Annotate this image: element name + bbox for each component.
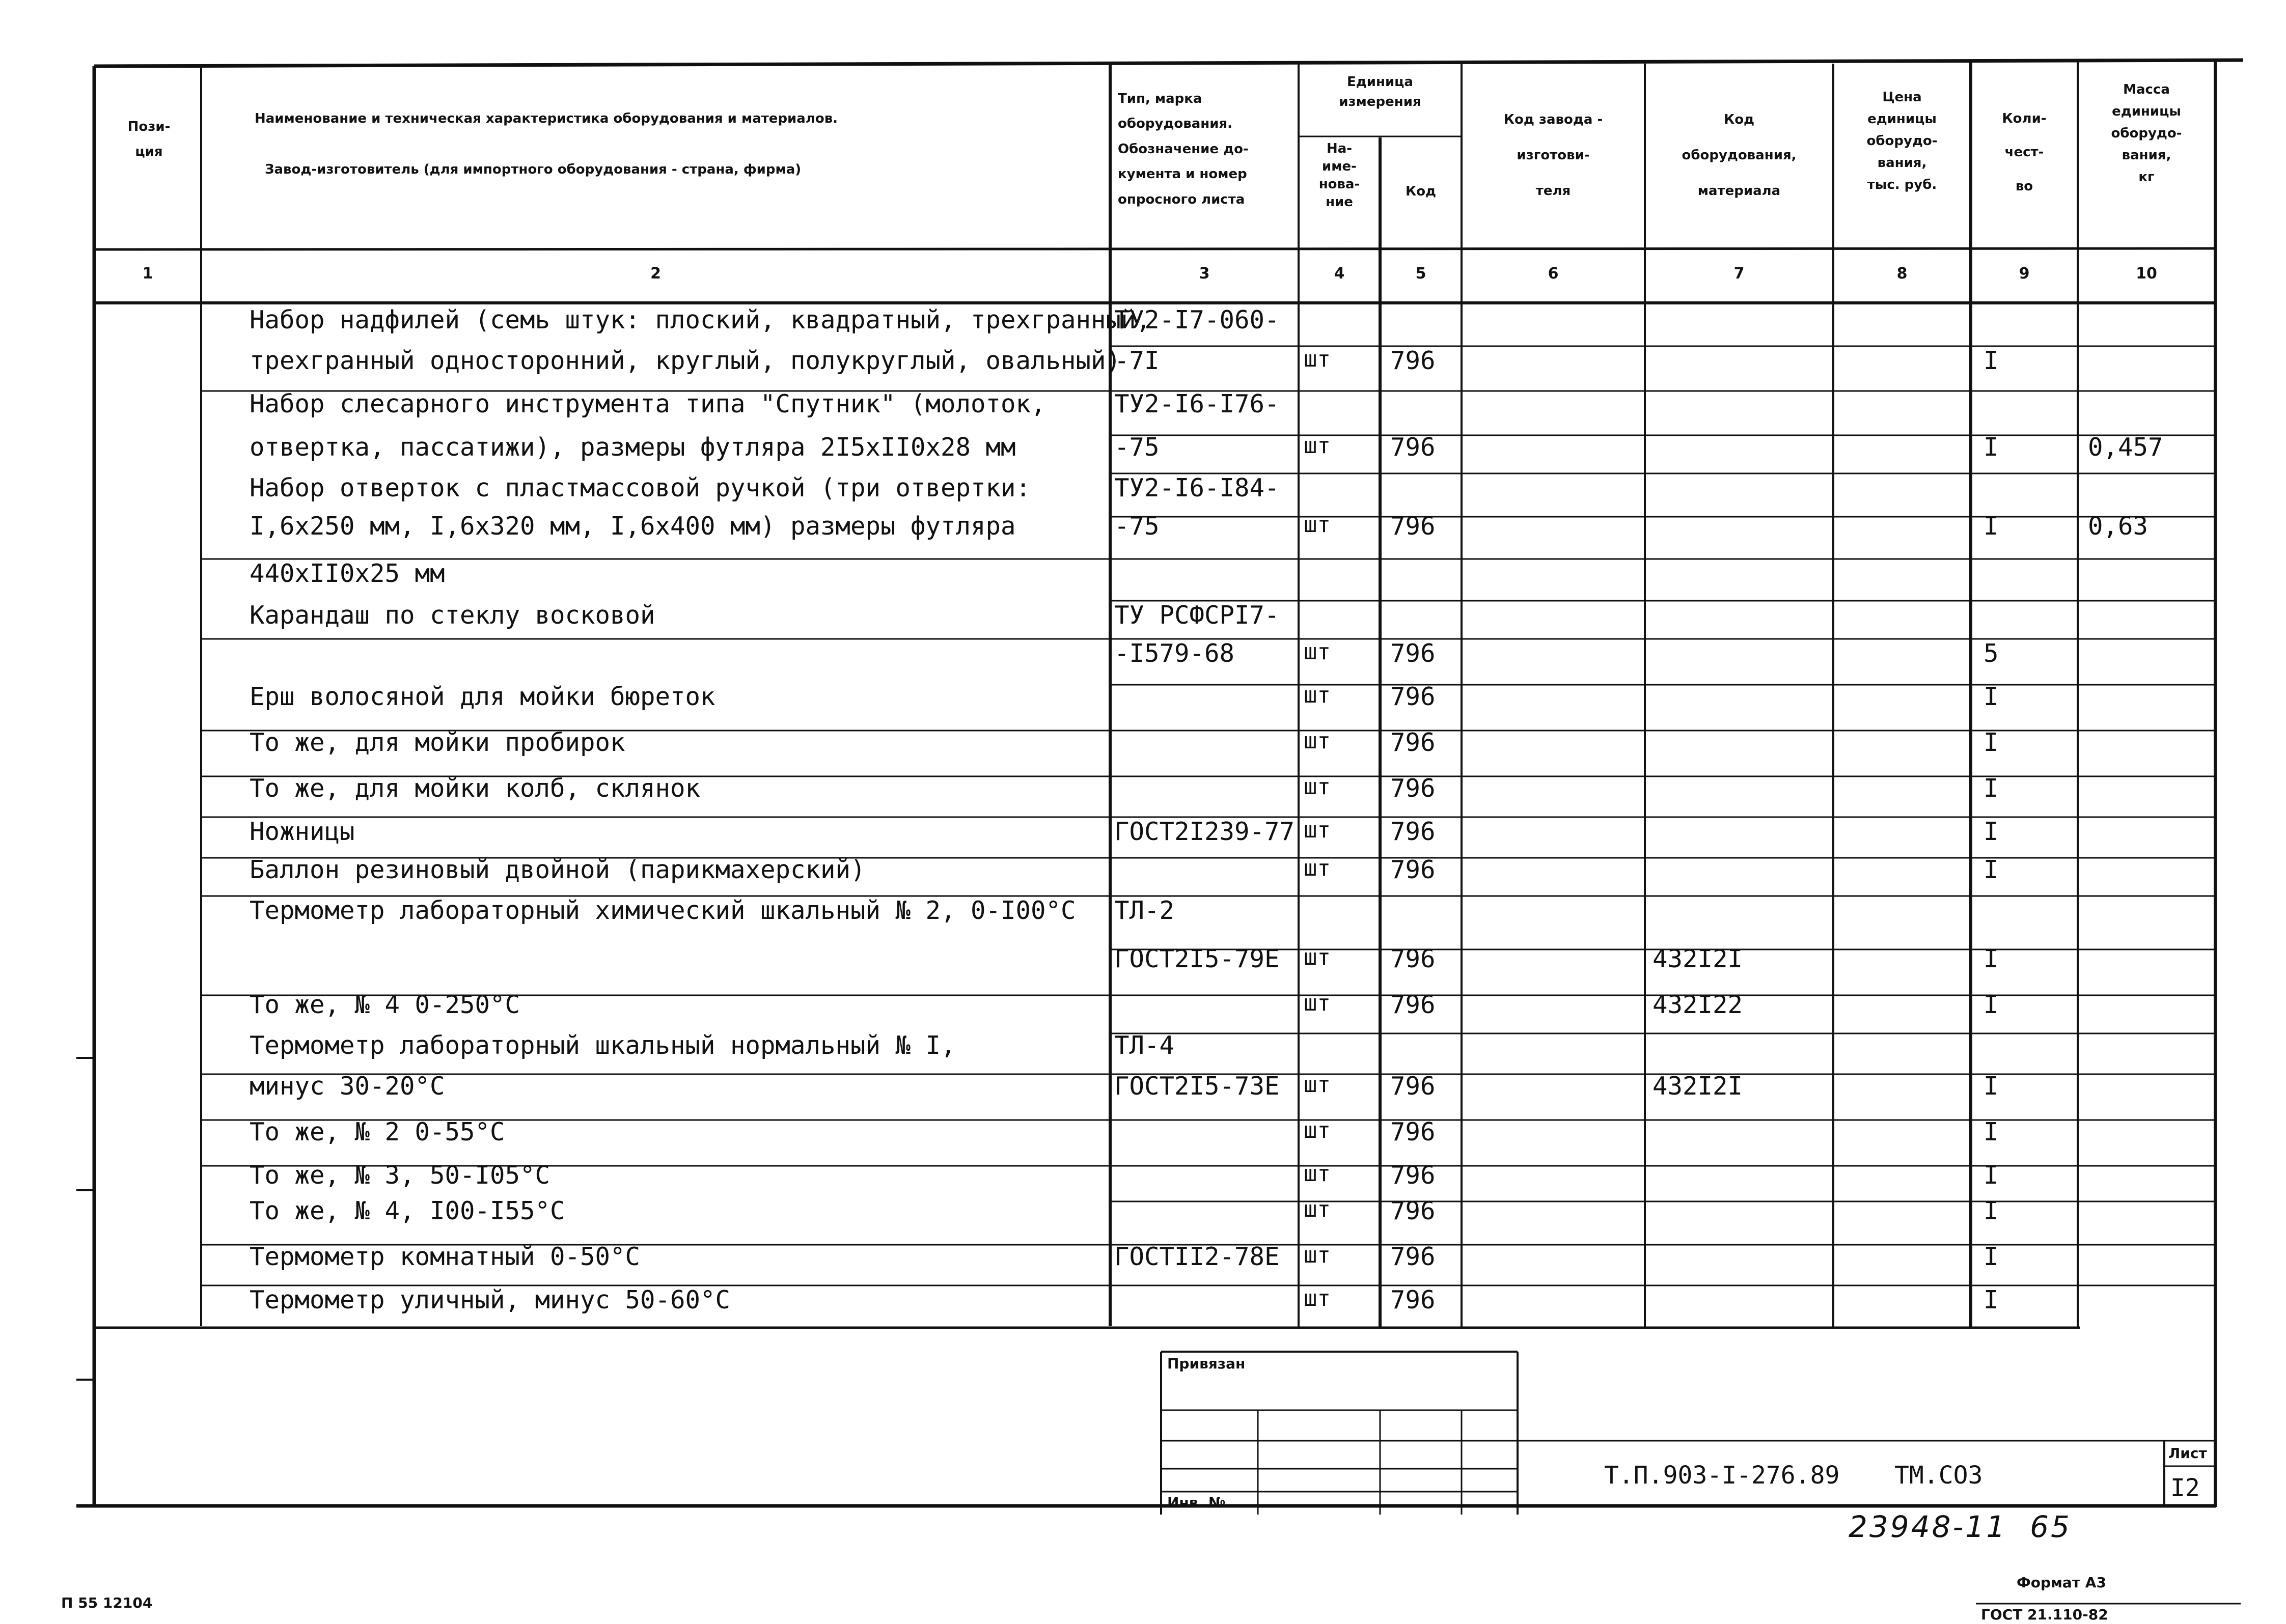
row-15-type: ГОСТ2I5-79Е — [1114, 944, 1280, 973]
row-16-code: 796 — [1390, 990, 1436, 1019]
row-12-qty: I — [1984, 817, 1999, 846]
row-10-code: 796 — [1390, 728, 1436, 757]
row-20-unit: шт — [1304, 1161, 1331, 1187]
row-22-unit: шт — [1304, 1242, 1331, 1268]
row-8-qty: 5 — [1984, 639, 1999, 668]
row-5-type: -75 — [1114, 512, 1160, 541]
header-name-line2: Завод-изготовитель (для импортного оборудования - страна, фирма) — [265, 162, 802, 177]
row-21-unit: шт — [1304, 1196, 1331, 1222]
col-number-10: 10 — [2136, 265, 2157, 283]
col-number-7: 7 — [1733, 265, 1745, 283]
row-21-name: То же, № 4, I00-I55°С — [250, 1196, 565, 1225]
row-13-qty: I — [1984, 855, 1999, 884]
handwritten-number: 23948-11 65 — [1849, 1509, 2072, 1544]
row-12-code: 796 — [1390, 817, 1436, 846]
row-15-mat: 432I2I — [1652, 944, 1743, 973]
row-17-name: Термометр лабораторный шкальный нормальный № I, — [250, 1031, 956, 1060]
row-22-type: ГОСТII2-78Е — [1114, 1242, 1280, 1271]
row-22-qty: I — [1984, 1242, 1999, 1271]
row-23-qty: I — [1984, 1285, 1999, 1314]
col-number-5: 5 — [1415, 265, 1426, 283]
header-material-code: Код оборудования, материала — [1682, 112, 1797, 199]
row-18-type: ГОСТ2I5-73Е — [1114, 1072, 1280, 1101]
row-20-name: То же, № 3, 50-I05°С — [250, 1161, 550, 1190]
header-plant-code: Код завода - изготови- теля — [1503, 112, 1603, 199]
header-unit-name: На- име- нова- ние — [1318, 141, 1360, 210]
document-mark: ТМ.СО3 — [1894, 1461, 1983, 1490]
row-13-unit: шт — [1304, 855, 1331, 881]
row-14-type: ТЛ-2 — [1114, 896, 1175, 925]
row-16-qty: I — [1984, 990, 1999, 1019]
row-6-name: 440xII0x25 мм — [250, 559, 445, 588]
col-number-1: 1 — [142, 265, 153, 283]
row-9-code: 796 — [1390, 682, 1436, 711]
row-19-unit: шт — [1304, 1117, 1331, 1143]
footer-format: Формат А3 — [2017, 1574, 2106, 1591]
row-11-qty: I — [1984, 774, 1999, 803]
row-13-name: Баллон резиновый двойной (парикмахерский) — [250, 855, 866, 884]
col-number-9: 9 — [2019, 265, 2030, 283]
col-number-8: 8 — [1896, 265, 1908, 283]
row-3-name: отвертка, пассатижи), размеры футляра 2I5xII0x28 мм — [250, 433, 1016, 462]
row-12-type: ГОСТ2I239-77 — [1114, 817, 1295, 846]
row-22-name: Термометр комнатный 0-50°С — [250, 1242, 641, 1271]
footer-left-code: П 55 12104 — [61, 1594, 153, 1611]
row-8-type: -I579-68 — [1114, 639, 1235, 668]
sheet-number: I2 — [2170, 1474, 2200, 1502]
header-type: Тип, марка оборудования. Обозначение до- кумента и номер опросного листа — [1118, 91, 1249, 207]
row-18-code: 796 — [1390, 1072, 1436, 1101]
header-mass: Масса единицы оборудо- вания, кг — [2111, 82, 2182, 185]
row-18-mat: 432I2I — [1652, 1072, 1743, 1101]
row-1-type: -7I — [1114, 346, 1160, 375]
col-number-2: 2 — [650, 265, 661, 283]
row-13-code: 796 — [1390, 855, 1436, 884]
row-22-code: 796 — [1390, 1242, 1436, 1271]
row-12-name: Ножницы — [250, 817, 355, 846]
row-10-name: То же, для мойки пробирок — [250, 728, 625, 757]
row-1-code: 796 — [1390, 346, 1436, 375]
row-3-type: -75 — [1114, 433, 1160, 462]
row-3-code: 796 — [1390, 433, 1436, 462]
header-unit-code: Код — [1405, 184, 1437, 199]
row-1-unit: шт — [1304, 346, 1331, 372]
row-23-name: Термометр уличный, минус 50-60°С — [250, 1285, 731, 1314]
row-3-unit: шт — [1304, 433, 1331, 459]
stamp-privyazan: Привязан — [1167, 1355, 1246, 1372]
row-2-name: Набор слесарного инструмента типа "Спутник" (молоток, — [250, 389, 1046, 418]
header-price: Цена единицы оборудо- вания, тыс. руб. — [1866, 90, 1938, 192]
row-1-qty: I — [1984, 346, 1999, 375]
sheet-label: Лист — [2168, 1445, 2207, 1462]
row-15-qty: I — [1984, 944, 1999, 973]
row-21-code: 796 — [1390, 1196, 1436, 1225]
row-17-type: ТЛ-4 — [1114, 1031, 1175, 1060]
row-11-unit: шт — [1304, 774, 1331, 800]
row-2-type: ТУ2-I6-I76- — [1114, 389, 1280, 418]
row-3-mass: 0,457 — [2088, 433, 2163, 462]
row-15-code: 796 — [1390, 944, 1436, 973]
row-19-name: То же, № 2 0-55°С — [250, 1117, 505, 1146]
row-7-type: ТУ РСФСРI7- — [1114, 601, 1280, 630]
row-23-code: 796 — [1390, 1285, 1436, 1314]
row-8-code: 796 — [1390, 639, 1436, 668]
row-5-qty: I — [1984, 512, 1999, 541]
row-9-unit: шт — [1304, 682, 1331, 708]
row-16-mat: 432I22 — [1652, 990, 1743, 1019]
row-1-name: трехгранный односторонний, круглый, полукруглый, овальный) — [250, 346, 1121, 375]
document-code: Т.П.903-I-276.89 — [1604, 1461, 1840, 1490]
row-23-unit: шт — [1304, 1285, 1331, 1311]
header-quantity: Коли- чест- во — [2002, 111, 2047, 194]
stamp-inv-no: Инв. № — [1167, 1494, 1226, 1511]
header-position: Пози- ция — [127, 119, 171, 160]
row-14-name: Термометр лабораторный химический шкальный № 2, 0-I00°С — [250, 896, 1076, 925]
row-19-qty: I — [1984, 1117, 1999, 1146]
row-8-unit: шт — [1304, 639, 1331, 665]
footer-gost: ГОСТ 21.110-82 — [1981, 1606, 2108, 1623]
row-16-name: То же, № 4 0-250°С — [250, 990, 520, 1019]
row-5-name: I,6x250 мм, I,6x320 мм, I,6x400 мм) размеры футляра — [250, 512, 1016, 541]
row-9-qty: I — [1984, 682, 1999, 711]
row-4-name: Набор отверток с пластмассовой ручкой (три отвертки: — [250, 473, 1031, 502]
row-19-code: 796 — [1390, 1117, 1436, 1146]
header-name-line1: Наименование и техническая характеристика оборудования и материалов. — [255, 111, 838, 126]
row-18-name: минус 30-20°С — [250, 1072, 445, 1101]
row-9-name: Ерш волосяной для мойки бюреток — [250, 682, 715, 711]
header-unit-group: Единица измерения — [1339, 74, 1421, 109]
row-0-type: ТУ2-I7-060- — [1114, 305, 1280, 334]
row-20-code: 796 — [1390, 1161, 1436, 1190]
row-4-type: ТУ2-I6-I84- — [1114, 473, 1280, 502]
col-number-6: 6 — [1548, 265, 1559, 283]
row-7-name: Карандаш по стеклу восковой — [250, 601, 655, 630]
row-5-unit: шт — [1304, 512, 1331, 538]
row-3-qty: I — [1984, 433, 1999, 462]
row-18-qty: I — [1984, 1072, 1999, 1101]
row-10-unit: шт — [1304, 728, 1331, 754]
row-11-code: 796 — [1390, 774, 1436, 803]
row-15-unit: шт — [1304, 944, 1331, 970]
row-5-code: 796 — [1390, 512, 1436, 541]
row-18-unit: шт — [1304, 1072, 1331, 1098]
col-number-4: 4 — [1334, 265, 1345, 283]
row-10-qty: I — [1984, 728, 1999, 757]
col-number-3: 3 — [1199, 265, 1210, 283]
row-5-mass: 0,63 — [2088, 512, 2149, 541]
row-11-name: То же, для мойки колб, склянок — [250, 774, 701, 803]
row-20-qty: I — [1984, 1161, 1999, 1190]
row-12-unit: шт — [1304, 817, 1331, 843]
row-0-name: Набор надфилей (семь штук: плоский, квадратный, трехгранный, — [250, 305, 1151, 334]
row-21-qty: I — [1984, 1196, 1999, 1225]
row-16-unit: шт — [1304, 990, 1331, 1016]
